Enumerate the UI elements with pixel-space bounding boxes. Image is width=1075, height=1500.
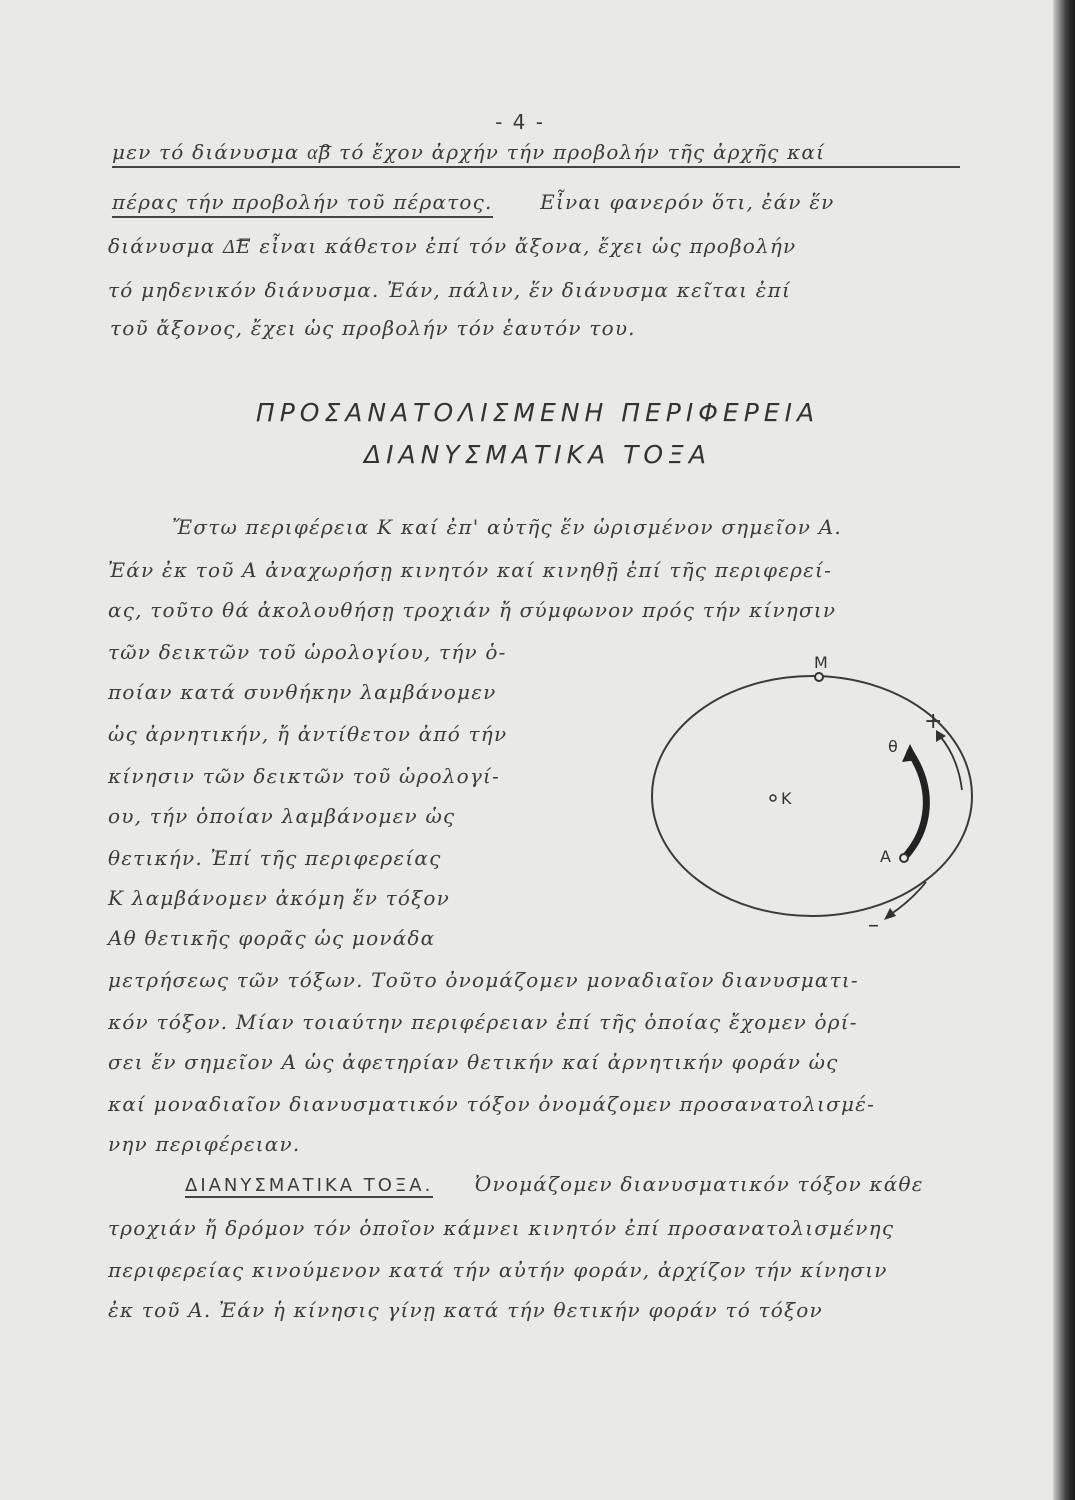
body-line-12: μετρήσεως τῶν τόξων. Τοῦτο ὀνομάζομεν μοναδιαῖον διανυσματι- — [108, 968, 859, 992]
intro-line-5: τοῦ ἄξονος, ἔχει ὡς προβολήν τόν ἑαυτόν του. — [110, 316, 636, 340]
body-line-5: ποίαν κατά συνθήκην λαμβάνομεν — [108, 680, 497, 704]
label-a: A — [880, 847, 891, 866]
point-m — [815, 673, 823, 681]
section2-line-3: περιφερείας κινούμενον κατά τήν αὐτήν φοράν, ἀρχίζον τήν κίνησιν — [108, 1258, 888, 1282]
oriented-circle-diagram — [590, 640, 1010, 950]
intro-line-2-underlined: πέρας τήν προβολήν τοῦ πέρατος. — [112, 190, 493, 218]
body-line-14: σει ἕν σημεῖον Α ὡς ἀφετηρίαν θετικήν καί ἀρνητικήν φοράν ὡς — [108, 1050, 839, 1074]
positive-direction-arrow — [940, 736, 962, 790]
body-line-4: τῶν δεικτῶν τοῦ ὡρολογίου, τήν ὁ- — [108, 640, 507, 664]
body-line-15: καί μοναδιαῖον διανυσματικόν τόξον ὀνομάζομεν προσανατολισμέ- — [108, 1092, 876, 1116]
page-number: - 4 - — [495, 110, 545, 134]
body-line-8: ου, τήν ὁποίαν λαμβάνομεν ὡς — [108, 804, 456, 828]
section2-line-2: τροχιάν ἤ δρόμον τόν ὁποῖον κάμνει κινητόν ἐπί προσανατολισμένης — [108, 1216, 895, 1240]
label-theta: θ — [888, 737, 898, 756]
body-line-10: Κ λαμβάνομεν ἀκόμη ἕν τόξον — [108, 886, 450, 910]
section2-title: ΔΙΑΝΥΣΜΑΤΙΚΑ ΤΟΞΑ. — [185, 1175, 434, 1196]
body-line-7: κίνησιν τῶν δεικτῶν τοῦ ὡρολογί- — [108, 764, 501, 788]
point-a — [900, 854, 908, 862]
body-line-3: ας, τοῦτο θά ἀκολουθήσῃ τροχιάν ἤ σύμφωνον πρός τήν κίνησιν — [108, 598, 837, 622]
intro-line-1: μεν τό διάνυσμα α͞β τό ἔχον ἀρχήν τήν προβολήν τῆς ἀρχῆς καί — [112, 140, 960, 168]
label-k: K — [781, 789, 792, 808]
arc-arrowhead — [902, 744, 918, 762]
body-line-16: νην περιφέρειαν. — [108, 1132, 301, 1156]
body-line-6: ὡς ἀρνητικήν, ἤ ἀντίθετον ἀπό τήν — [108, 722, 508, 746]
unit-arc — [904, 752, 926, 858]
center-point — [770, 795, 776, 801]
intro-line-4: τό μηδενικόν διάνυσμα. Ἐάν, πάλιν, ἕν διάνυσμα κεῖται ἐπί — [108, 278, 791, 302]
section-heading-line-2: ΔΙΑΝΥΣΜΑΤΙΚΑ ΤΟΞΑ — [364, 440, 711, 469]
label-m: M — [814, 653, 828, 672]
body-line-13: κόν τόξον. Μίαν τοιαύτην περιφέρειαν ἐπί τῆς ὁποίας ἔχομεν ὁρί- — [108, 1010, 858, 1034]
section2-line-1 — [185, 1172, 924, 1198]
page-edge-shadow — [1053, 0, 1075, 1500]
section-heading-line-1: ΠΡΟΣΑΝΑΤΟΛΙΣΜΕΝΗ ΠΕΡΙΦΕΡΕΙΑ — [255, 398, 820, 427]
body-line-11: Αθ θετικῆς φορᾶς ὡς μονάδα — [108, 926, 436, 950]
label-plus: + — [924, 709, 943, 734]
body-line-1: Ἔστω περιφέρεια Κ καί ἐπ' αὐτῆς ἕν ὡρισμένον σημεῖον Α. — [172, 515, 842, 539]
section2-line-1-rest: Ὀνομάζομεν διανυσματικόν τόξον κάθε — [474, 1172, 924, 1196]
body-line-2: Ἐάν ἐκ τοῦ Α ἀναχωρήσῃ κινητόν καί κινηθῇ ἐπί τῆς περιφερεί- — [108, 558, 833, 582]
intro-line-3: διάνυσμα Δ͞Ε εἶναι κάθετον ἐπί τόν ἄξονα, ἔχει ὡς προβολήν — [108, 234, 797, 258]
negative-arrowhead — [884, 908, 896, 920]
body-line-9: θετικήν. Ἐπί τῆς περιφερείας — [108, 846, 442, 870]
intro-line-2-rest: Εἶναι φανερόν ὅτι, ἐάν ἕν — [540, 190, 835, 214]
label-minus: – — [868, 913, 879, 938]
section2-line-4: ἐκ τοῦ Α. Ἐάν ἡ κίνησις γίνῃ κατά τήν θετικήν φοράν τό τόξον — [108, 1298, 823, 1322]
intro-line-2 — [112, 190, 835, 214]
